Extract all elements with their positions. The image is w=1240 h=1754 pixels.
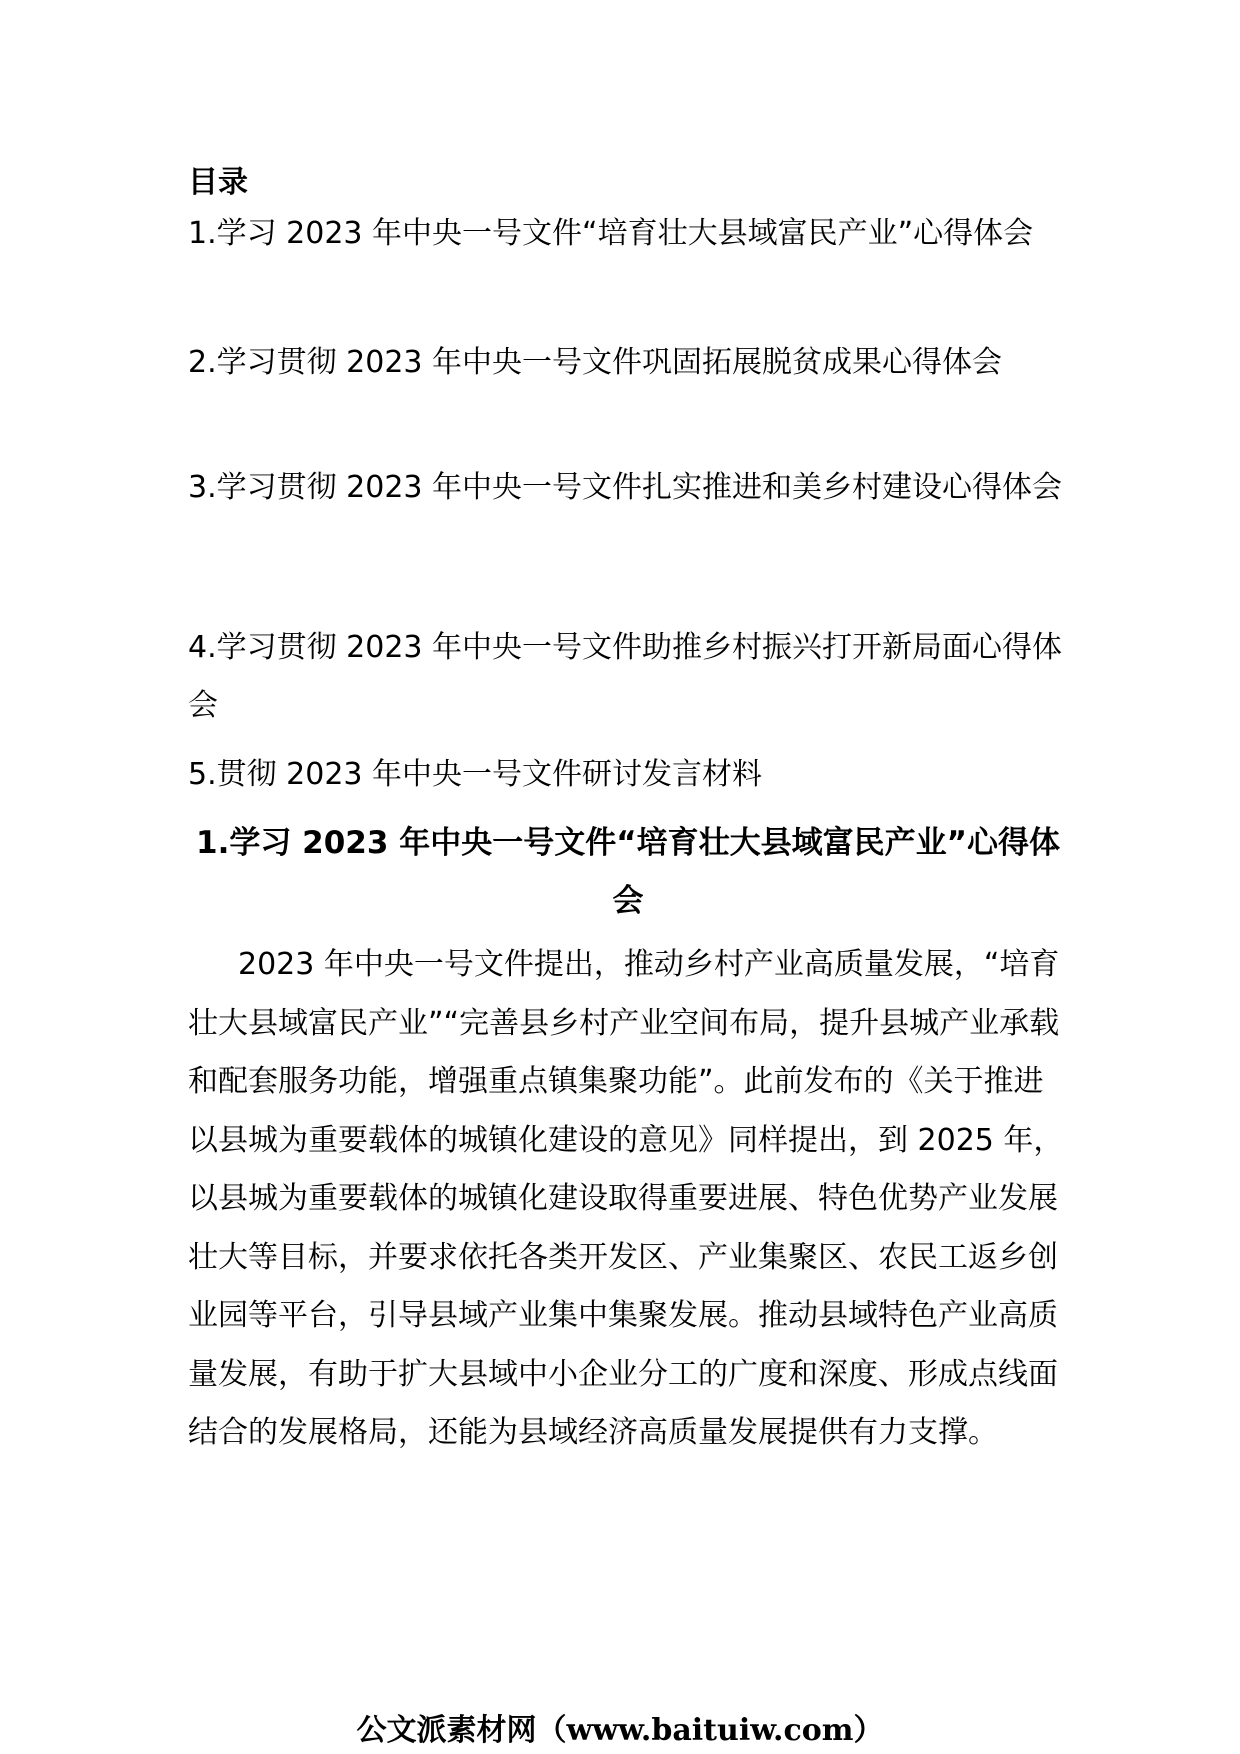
toc-item-1: 1.学习 2023 年中央一号文件“培育壮大县域富民产业”心得体会: [188, 216, 1034, 251]
footer-watermark: 公文派素材网（www.baituiw.com）: [356, 1713, 884, 1748]
toc-item-2: 2.学习贯彻 2023 年中央一号文件巩固拓展脱贫成果心得体会: [188, 345, 1003, 380]
toc-item-5: 5.贯彻 2023 年中央一号文件研讨发言材料: [188, 757, 763, 792]
toc-heading: 目录: [188, 165, 248, 200]
toc-item-3: 3.学习贯彻 2023 年中央一号文件扎实推进和美乡村建设心得体会: [188, 470, 1063, 505]
article-title: 1.学习 2023 年中央一号文件“培育壮大县域富民产业”心得体会: [196, 825, 1060, 919]
toc-item-4: 4.学习贯彻 2023 年中央一号文件助推乡村振兴打开新局面心得体会: [188, 630, 1063, 723]
article-paragraph: 2023 年中央一号文件提出，推动乡村产业高质量发展，“培育壮大县域富民产业”“完善县乡村产业空间布局，提升县城产业承载和配套服务功能，增强重点镇集聚功能”。此前发布的《关于推进以县城为重要载体的城镇化建设的意见》同样提出，到 2025 年，以县城为重要载体的城镇化建设取得重要进展、特色优势产业发展壮大等目标，并要求依托各类开发区、产业集聚区、农民工返乡创业园等平台，引导县域产业集中集聚发展。推动县域特色产业高质量发展，有助于扩大县域中小企业分工的广度和深度、形成点线面结合的发展格局，还能为县域经济高质量发展提供有力支撑。: [188, 947, 1064, 1450]
